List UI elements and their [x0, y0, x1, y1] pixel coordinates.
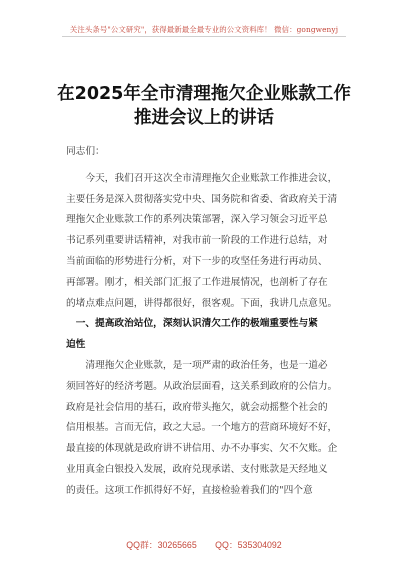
- footer-contact: [0, 538, 408, 551]
- document-body: [66, 142, 356, 502]
- heading-line: 迫性: [66, 339, 86, 351]
- paragraph-section-1: [66, 356, 356, 502]
- body-line: 清理拖欠企业账款，是一项严肃的政治任务，也是一道必: [85, 359, 328, 371]
- intro-line: 书记系列重要讲话精神，对我市前一阶段的工作进行总结，对: [66, 235, 328, 247]
- intro-line: 当前面临的形势进行分析，对下一步的攻坚任务进行再动员、: [66, 255, 328, 267]
- body-line: 政府是社会信用的基石，政府带头拖欠，就会动摇整个社会的: [66, 401, 328, 413]
- body-line: 须回答好的经济考题。从政治层面看，这关系到政府的公信力。: [66, 380, 338, 392]
- body-line: 的责任。这项工作抓得好不好，直接检验着我们的"四个意: [66, 484, 313, 496]
- intro-line: 的堵点难点问题，讲得都很好，很客观。下面，我讲几点意见。: [66, 297, 338, 309]
- header-note: 关注头条号"公文研究"，获得最新最全最专业的公文资料库！ 微信：gongwenyj: [69, 25, 339, 34]
- body-line: 业用真金白银投入发展，政府兑现承诺、支付账款是天经地义: [66, 463, 328, 475]
- intro-line: 今天，我们召开这次全市清理拖欠企业账款工作推进会议，: [85, 172, 338, 184]
- paragraph-intro: [66, 169, 356, 315]
- salutation: 同志们：: [66, 146, 105, 157]
- footer-qq-group: QQ群：30265665: [126, 540, 197, 550]
- body-line: 信用根基。言而无信，政之大忌。一个地方的营商环境好不好，: [66, 422, 338, 434]
- intro-line: 理拖欠企业账款工作的系列决策部署，深入学习领会习近平总: [66, 214, 328, 226]
- heading-line: 一、提高政治站位，深刻认识清欠工作的极端重要性与紧: [75, 318, 318, 330]
- header-divider: [62, 36, 346, 37]
- section-heading-1: [66, 314, 356, 356]
- document-title: [0, 82, 408, 130]
- footer-qq-number: QQ：535304092: [215, 540, 282, 550]
- body-line: 最直接的体现就是政府讲不讲信用、办不办事实、欠不欠账。企: [66, 443, 338, 455]
- title-line-2: 推进会议上的讲话: [134, 108, 274, 128]
- intro-line: 主要任务是深入贯彻落实党中央、国务院和省委、省政府关于清: [66, 193, 338, 205]
- title-line-1: 在2025年全市清理拖欠企业账款工作: [57, 84, 351, 104]
- intro-line: 再部署。刚才，相关部门汇报了工作进展情况，也剖析了存在: [66, 276, 328, 288]
